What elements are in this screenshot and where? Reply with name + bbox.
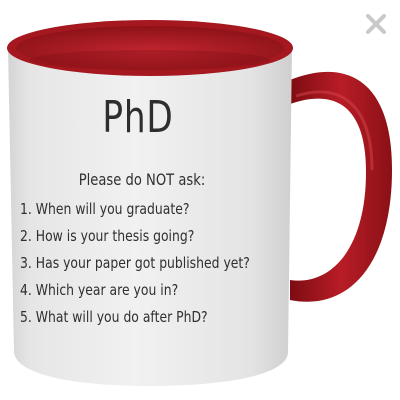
close-icon[interactable]: [362, 10, 390, 38]
mug-handle: [290, 72, 392, 302]
mug-title: PhD: [102, 92, 174, 143]
question-item: 5. What will you do after PhD?: [20, 308, 208, 326]
mug-subtitle: Please do NOT ask:: [78, 170, 206, 189]
question-item: 3. Has your paper got published yet?: [20, 254, 250, 272]
question-item: 1. When will you graduate?: [20, 200, 190, 218]
question-item: 4. Which year are you in?: [20, 281, 179, 299]
mug-body: [8, 48, 292, 386]
question-item: 2. How is your thesis going?: [20, 227, 195, 245]
